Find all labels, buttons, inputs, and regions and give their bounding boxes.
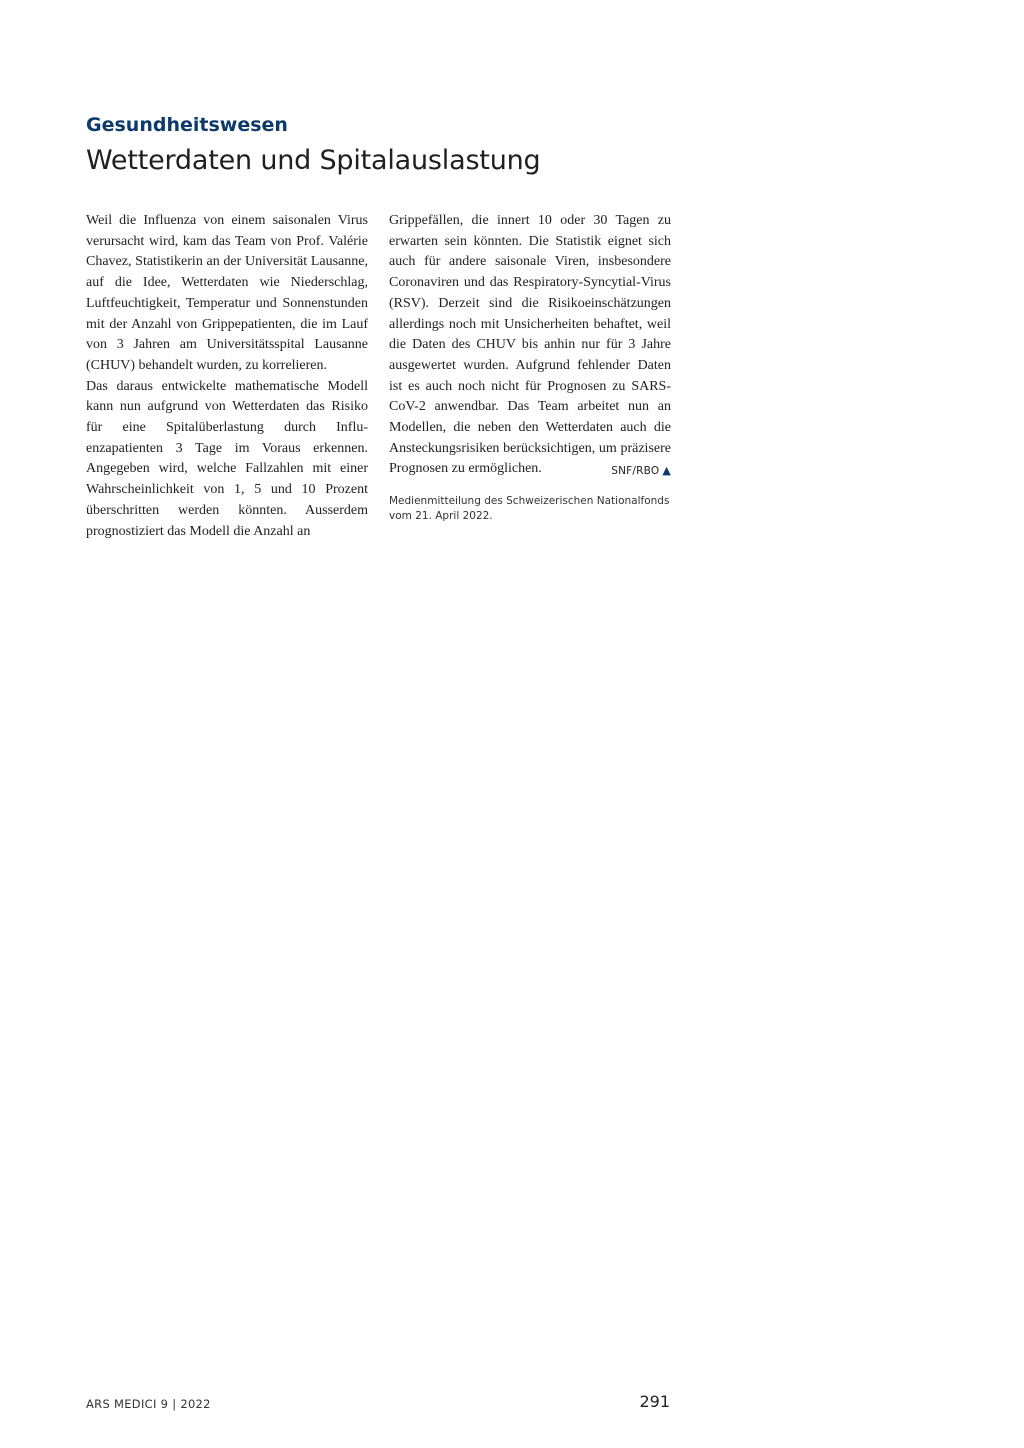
article-column-right xyxy=(389,211,671,524)
section-label: Gesundheitswesen xyxy=(86,114,288,136)
signoff-text: SNF/RBO xyxy=(611,465,660,478)
paragraph-2: Das daraus entwickelte mathematische Modell kann nun aufgrund von Wetterdaten das Risiko für eine Spitalüberlastung durch Influenzapatienten 3 Tage im Voraus erkennen. Angegeben wird, welche Fallzahlen mit einer Wahrscheinlichkeit von 1, 5 und 10 Prozent überschritten werden könnten. Ausserdem prognostiziert das Modell die Anzahl an xyxy=(86,378,368,539)
source-note: Medienmitteilung des Schweizerischen Nationalfonds vom 21. April 2022. xyxy=(389,495,670,523)
paragraph-3 xyxy=(389,211,671,480)
end-triangle-icon: ▲ xyxy=(662,464,671,478)
article-title: Wetterdaten und Spitalauslastung xyxy=(86,145,541,176)
page-number: 291 xyxy=(639,1392,670,1411)
author-signoff xyxy=(611,461,671,482)
paragraph-1: Weil die Influenza von einem saisonalen Virus verursacht wird, kam das Team von Prof. Valérie Chavez, Statistikerin an der Universität Lausanne, auf die Idee, Wetterdaten wie Niederschlag, Luftfeuchtigkeit, Temperatur und Sonnenstunden mit der Anzahl von Grippepatienten, die im Lauf von 3 Jahren am Universitätsspital Lausanne (CHUV) behandelt wurden, zu korrelieren. xyxy=(86,213,368,373)
journal-issue: ARS MEDICI 9 | 2022 xyxy=(86,1397,211,1411)
paragraph-3-text: Grippefällen, die innert 10 oder 30 Tagen zu erwarten sein könnten. Die Statistik eignet sich auch für andere saisonale Viren, insbesondere Coronaviren und das Respiratory-Syncytial-Virus (RSV). Derzeit sind die Risikoeinschätzungen allerdings noch mit Unsicherheiten behaftet, weil die Daten des CHUV bis anhin nur für 3 Jahre ausgewertet wurden. Aufgrund fehlender Daten ist es auch noch nicht für Prognosen zu SARS-CoV-2 anwendbar. Das Team arbeitet nun an Modellen, die neben den Wetterdaten auch die Ansteckungsrisiken berücksichtigen, um präzisere Prognosen zu ermöglichen. xyxy=(389,213,671,477)
article-header xyxy=(86,112,686,178)
article-column-left xyxy=(86,211,368,542)
